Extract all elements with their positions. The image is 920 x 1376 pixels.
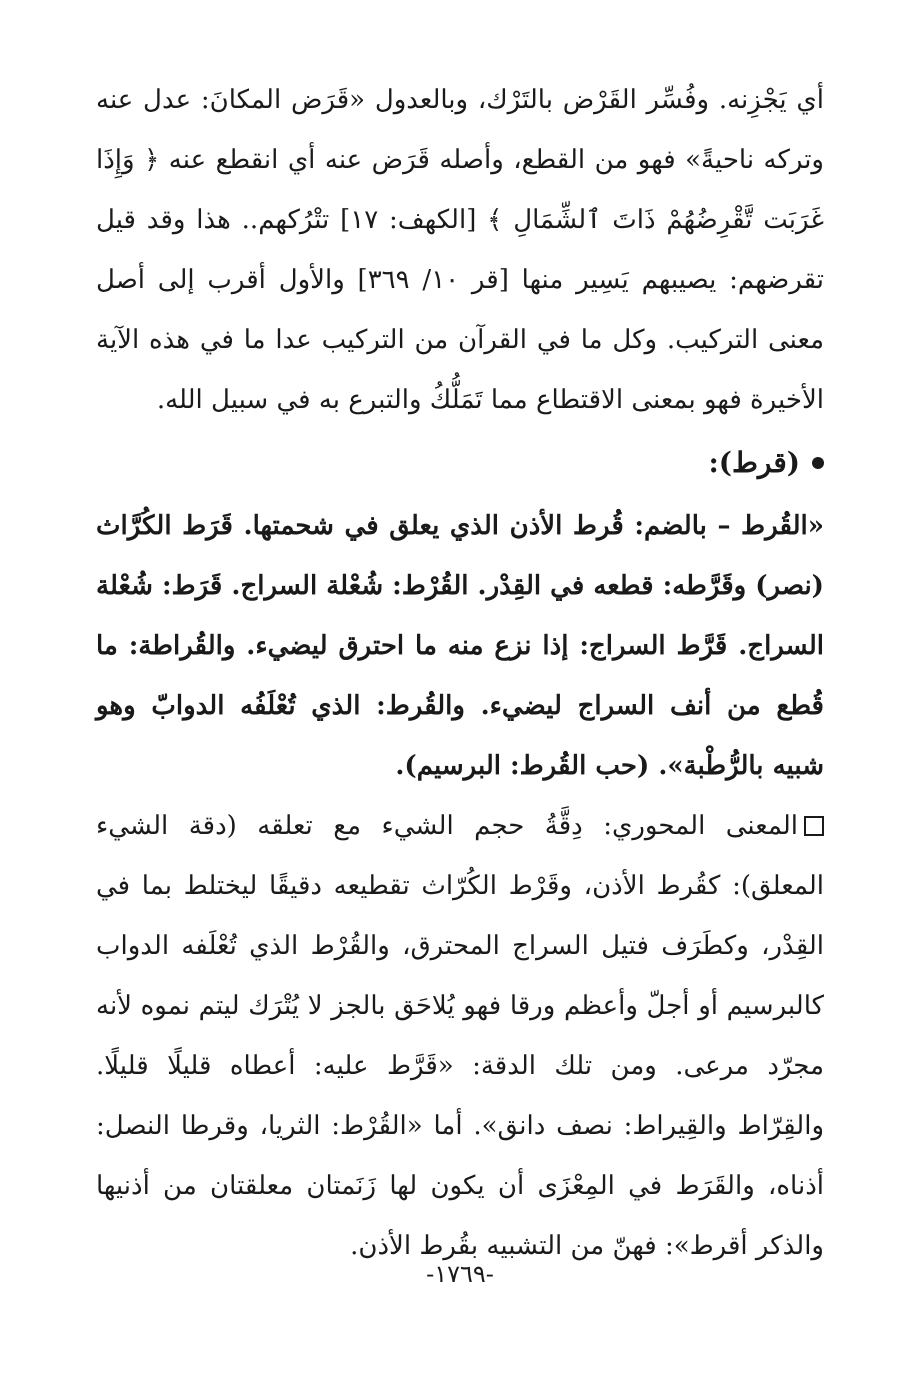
- core-meaning-text: دِقَّةُ حجم الشيء مع تعلقه (دقة الشيء المعلق): كقُرط الأذن، وقَرْط الكُرّاث تقطيعه دقيقًا ليختلط بما في القِدْر، وكطَرَف فتيل السراج المحترق، والقُرْط الذي تُعْلَفه الدواب كالبرسيم أو أجلّ وأعظم ورقا فهو يُلاحَق بالجز لا يُتْرَك ليتم نموه لأنه مجرّد مرعى. ومن تلك الدقة: «قَرَّط عليه: أعطاه قليلًا قليلًا. والقِرّاط والقِيراط: نصف دانق». أما «القُرْط: الثريا، وقرطا النصل: أذناه، والقَرَط في المِعْزَى أن يكون لها زَنَمتان معلقتان من أذنيها والذكر أقرط»: فهنّ من التشبيه بقُرط الأذن.: [96, 811, 824, 1261]
- page-content: [96, 70, 824, 1276]
- page-number: -١٧٦٩-: [426, 1260, 494, 1288]
- square-marker-icon: [804, 816, 824, 836]
- entry-heading-text: (قرط):: [708, 446, 800, 479]
- paragraph-qard-continuation: أي يَجْزِنه. وفُسِّر القَرْض بالتَرْك، وبالعدول «قَرَض المكانَ: عدل عنه وتركه ناحيةً» فهو من القطع، وأصله قَرَض عنه أي انقطع عنه ﴿ وَإِذَا غَرَبَت تَّقْرِضُهُمْ ذَاتَ ٱلشِّمَالِ ﴾ [الكهف: ١٧] تتْرُكهم.. هذا وقد قيل تقرضهم: يصيبهم يَسِير منها [قر ١٠/ ٣٦٩] والأول أقرب إلى أصل معنى التركيب. وكل ما في القرآن من التركيب عدا ما في هذه الآية الأخيرة فهو بمعنى الاقتطاع مما تَمَلُّكُ والتبرع به في سبيل الله.: [96, 85, 824, 415]
- core-meaning-label: المعنى المحوري:: [603, 811, 799, 841]
- paragraph-core-meaning: [96, 796, 824, 1276]
- bullet-icon: [812, 457, 824, 469]
- entry-heading-qarat: [96, 430, 824, 496]
- paragraph-lexical-definition: «القُرط – بالضم: قُرط الأذن الذي يعلق في شحمتها. قَرَط الكُرَّاث (نصر) وقَرَّطه: قطعه في القِدْر. القُرْط: شُعْلة السراج. قَرَط: شُعْلة السراج. قَرَّط السراج: إذا نزع منه ما احترق ليضيء. والقُراطة: ما قُطع من أنف السراج ليضيء. والقُرط: الذي تُعْلَفُه الدوابّ وهو شبيه بالرُّطْبة». (حب القُرط: البرسيم).: [96, 511, 824, 781]
